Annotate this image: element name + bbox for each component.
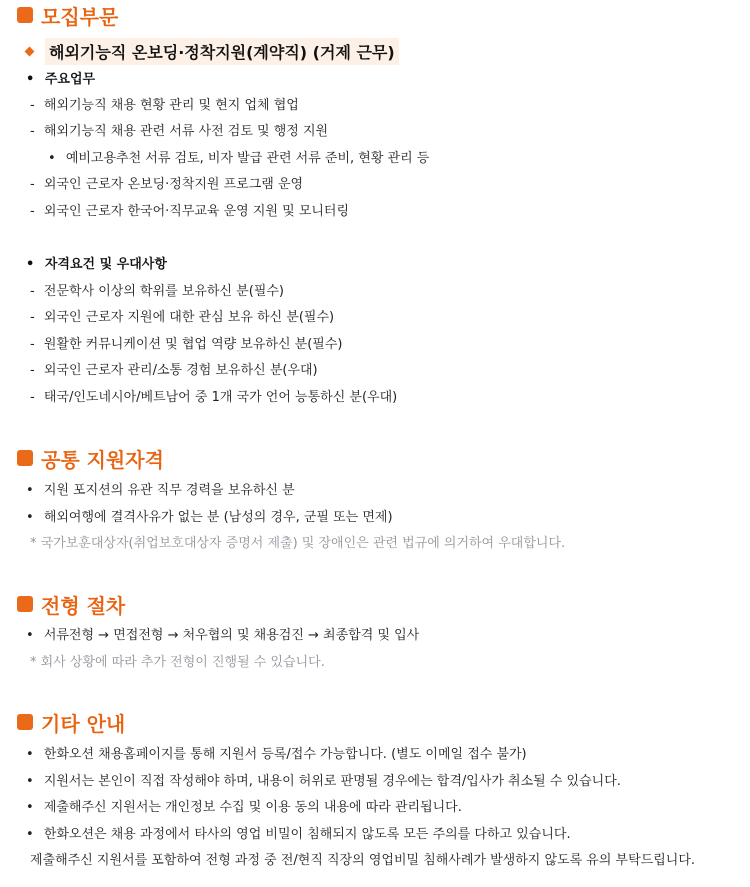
bullet-dot: • [48, 151, 56, 166]
process-steps-text: 서류전형 → 면접전형 → 처우협의 및 채용검진 → 최종합격 및 입사 [43, 628, 420, 643]
orange-square-icon [17, 7, 33, 23]
bullet-dot: • [26, 800, 34, 815]
etc-item-text: 한화오션 채용홈페이지를 통해 지원서 등록/접수 가능합니다. (별도 이메일 접수 불가) [43, 747, 527, 762]
requirement-item [30, 387, 397, 409]
etc-item-text: 제출해주신 지원서는 개인정보 수집 및 이용 동의 내용에 따라 관리됩니다. [43, 800, 462, 815]
section-title-text: 모집부문 [41, 4, 119, 29]
duty-item [30, 201, 349, 223]
etc-item-text: 한화오션은 채용 과정에서 타사의 영업 비밀이 침해되지 않도록 모든 주의를 다하고 있습니다. [43, 827, 571, 842]
section-title-common [17, 443, 164, 473]
section-title-etc [17, 707, 125, 737]
common-item [26, 480, 295, 502]
bullet-dot: • [26, 510, 34, 525]
dash-marker: - [30, 363, 35, 378]
process-note: * 회사 상황에 따라 추가 전형이 진행될 수 있습니다. [30, 655, 325, 670]
etc-item-text: 지원서는 본인이 직접 작성해야 하며, 내용이 허위로 판명될 경우에는 합격/입사가 취소될 수 있습니다. [43, 774, 621, 789]
orange-diamond-icon [25, 46, 35, 56]
section-title-recruit [17, 0, 118, 30]
requirements-heading-text: 자격요건 및 우대사항 [44, 257, 167, 272]
orange-square-icon [17, 714, 33, 730]
bullet-dot: • [26, 747, 34, 762]
duties-heading-text: 주요업무 [44, 72, 96, 87]
etc-item [26, 797, 462, 819]
dash-marker: - [30, 177, 35, 192]
etc-item [26, 824, 571, 846]
requirement-item [30, 307, 334, 329]
dash-marker: - [30, 284, 35, 299]
requirement-item [30, 360, 318, 382]
requirement-item [30, 334, 343, 356]
dash-marker: - [30, 310, 35, 325]
section-title-text: 기타 안내 [41, 711, 126, 736]
duties-heading [26, 69, 95, 91]
requirement-text: 원활한 커뮤니케이션 및 협업 역량 보유하신 분(필수) [43, 337, 343, 352]
dash-marker: - [30, 204, 35, 219]
dash-marker: - [30, 337, 35, 352]
duty-text: 해외기능직 채용 관련 서류 사전 검토 및 행정 지원 [43, 124, 329, 139]
bullet-dot: • [26, 483, 34, 498]
job-title [22, 38, 399, 64]
bullet-dot: • [26, 257, 35, 272]
duty-item [30, 121, 328, 143]
section-title-process [17, 589, 125, 619]
common-item [26, 507, 393, 529]
bullet-dot: • [26, 827, 34, 842]
process-steps [26, 625, 419, 647]
duty-text: 외국인 근로자 한국어·직무교육 운영 지원 및 모니터링 [43, 204, 350, 219]
common-item-text: 지원 포지션의 유관 직무 경력을 보유하신 분 [43, 483, 295, 498]
orange-square-icon [17, 450, 33, 466]
job-title-text: 해외기능직 온보딩·정착지원(계약직) (거제 근무) [45, 38, 399, 65]
common-note: * 국가보훈대상자(취업보호대상자 증명서 제출) 및 장애인은 관련 법규에 의거하여 우대합니다. [30, 536, 566, 551]
duty-item [30, 174, 303, 196]
etc-item [26, 771, 621, 793]
dash-marker: - [30, 98, 35, 113]
duty-subitem-text: 예비고용추천 서류 검토, 비자 발급 관련 서류 준비, 현황 관리 등 [65, 151, 430, 166]
bullet-dot: • [26, 72, 35, 87]
requirements-heading [26, 254, 167, 276]
dash-marker: - [30, 390, 35, 405]
duty-text: 해외기능직 채용 현황 관리 및 현지 업체 협업 [43, 98, 299, 113]
requirement-text: 태국/인도네시아/베트남어 중 1개 국가 언어 능통하신 분(우대) [43, 390, 398, 405]
duty-text: 외국인 근로자 온보딩·정착지원 프로그램 운영 [43, 177, 304, 192]
requirement-text: 외국인 근로자 지원에 대한 관심 보유 하신 분(필수) [43, 310, 335, 325]
orange-square-icon [17, 596, 33, 612]
common-item-text: 해외여행에 결격사유가 없는 분 (남성의 경우, 군필 또는 면제) [43, 510, 393, 525]
etc-item [26, 744, 527, 766]
etc-continuation: 제출해주신 지원서를 포함하여 전형 과정 중 전/현직 직장의 영업비밀 침해사례가 발생하지 않도록 유의 부탁드립니다. [30, 853, 696, 868]
duty-subitem [48, 148, 429, 170]
bullet-dot: • [26, 774, 34, 789]
section-title-text: 전형 절차 [41, 593, 126, 618]
dash-marker: - [30, 124, 35, 139]
requirement-item [30, 281, 284, 303]
duty-item [30, 95, 299, 117]
bullet-dot: • [26, 628, 34, 643]
section-title-text: 공통 지원자격 [41, 447, 164, 472]
requirement-text: 외국인 근로자 관리/소통 경험 보유하신 분(우대) [43, 363, 318, 378]
requirement-text: 전문학사 이상의 학위를 보유하신 분(필수) [43, 284, 285, 299]
